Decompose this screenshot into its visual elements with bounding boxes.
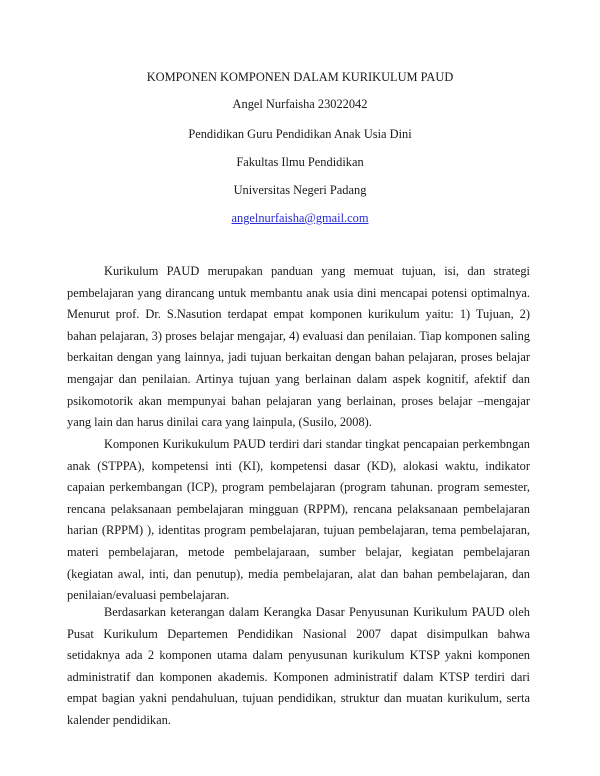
body-paragraph-3-block: [67, 602, 530, 732]
body-paragraph: Kurikulum PAUD merupakan panduan yang memuat tujuan, isi, dan strategi pembelajaran yang dirancang untuk membantu anak usia dini mencapai potensi optimalnya. Menurut prof. Dr. S.Nasution terdapat empat komponen kurikulum yaitu: 1) Tujuan, 2) bahan pelajaran, 3) proses belajar mengajar, 4) evaluasi dan penilaian. Tiap komponen saling berkaitan dengan yang lainnya, jadi tujuan berkaitan dengan bahan pelajaran, proses belajar mengajar dan penilaian. Artinya tujuan yang berlainan dalam aspek kognitif, afektif dan psikomotorik akan mempunyai bahan pelajaran yang berlainan, proses belajar –mengajar yang lain dan harus dinilai cara yang lainpula, (Susilo, 2008).: [67, 264, 530, 430]
university-name: Universitas Negeri Padang: [233, 183, 367, 197]
email-link[interactable]: angelnurfaisha@gmail.com: [231, 211, 369, 225]
faculty-name: Fakultas Ilmu Pendidikan: [236, 155, 364, 169]
body-paragraph: Berdasarkan keterangan dalam Kerangka Dasar Penyusunan Kurikulum PAUD oleh Pusat Kurikulum Departemen Pendidikan Nasional 2007 dapat disimpulkan bahwa setidaknya ada 2 komponen utama dalam penyusunan kurikulum KTSP yakni komponen administratif dan komponen akademis. Komponen administratif dalam KTSP terdiri dari empat bagian yakni pendahuluan, tujuan pendidikan, struktur dan muatan kurikulum, serta kalender pendidikan.: [67, 605, 530, 727]
body-paragraph: Komponen Kurikukulum PAUD terdiri dari standar tingkat pencapaian perkembngan anak (STPPA), kompetensi inti (KI), kompetensi dasar (KD), alokasi waktu, indikator capaian perkembangan (ICP), program pembelajaran (program tahunan. program semester, rencana pelaksanaan pembelajaran mingguan (RPPM), rencana pelaksanaan pembelajaran harian (RPPM) ), identitas program pembelajaran, tujuan pembelajaran, tema pembelajaran, materi pembelajaran, metode pembelajaraan, sumber belajar, kegiatan pembelajaran (kegiatan awal, inti, dan penutup), media pembelajaran, alat dan bahan pembelajaran, dan penilaian/evaluasi pembelajaran.: [67, 437, 530, 603]
study-program: Pendidikan Guru Pendidikan Anak Usia Dini: [188, 127, 412, 141]
document-title: KOMPONEN KOMPONEN DALAM KURIKULUM PAUD: [146, 70, 454, 84]
body-paragraph-2-block: [67, 434, 530, 607]
body-paragraph-1-block: [67, 261, 530, 434]
author-line: Angel Nurfaisha 23022042: [232, 97, 368, 111]
